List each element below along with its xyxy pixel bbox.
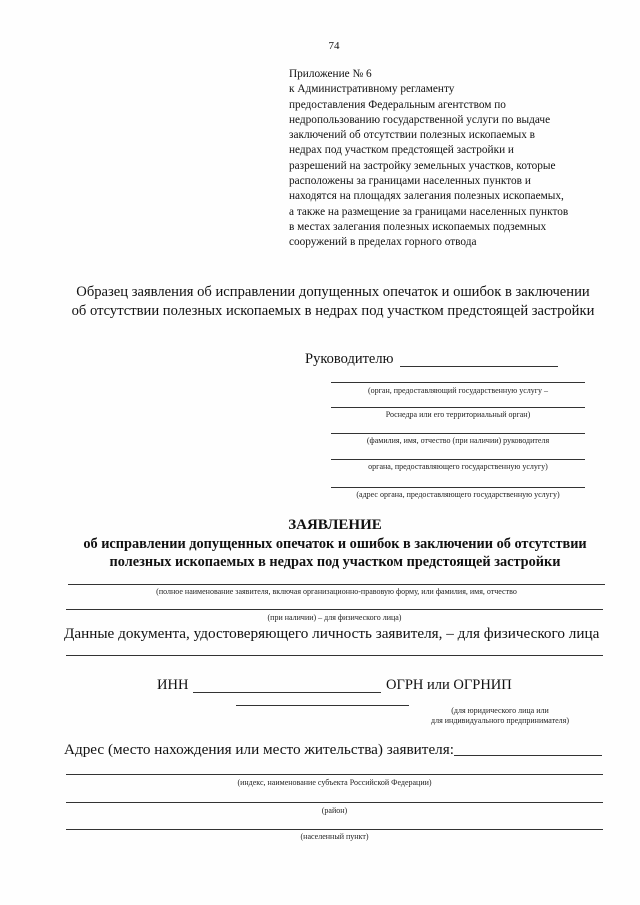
statement-title: ЗАЯВЛЕНИЕ <box>288 517 382 533</box>
address-field-line[interactable] <box>454 755 602 756</box>
head-name-caption-2: органа, предоставляющего государственную услугу) <box>368 462 548 471</box>
address-district-caption: (район) <box>321 806 348 815</box>
appendix-line: а также на размещение за границами населенных пунктов <box>289 205 569 218</box>
page-number: 74 <box>328 40 340 52</box>
addressee-label: Руководителю <box>305 351 394 367</box>
ogrn-caption-2: для индивидуального предпринимателя) <box>431 716 569 725</box>
appendix-block <box>289 67 568 251</box>
appendix-line: расположены за границами населенных пунктов и <box>289 175 531 188</box>
sample-title-line: об отсутствии полезных ископаемых в недрах под участком предстоящей застройки <box>71 303 595 319</box>
appendix-line: находятся на площадях залегания полезных ископаемых, <box>289 190 564 203</box>
applicant-name-caption: (полное наименование заявителя, включая организационно-правовую форму, или фамилия, имя, отчество <box>156 587 517 596</box>
sample-title-line: Образец заявления об исправлении допущенных опечаток и ошибок в заключении <box>76 284 590 300</box>
ogrn-label: ОГРН или ОГРНИП <box>386 677 512 693</box>
authority-caption: (орган, предоставляющий государственную услугу – <box>367 386 549 395</box>
head-name-field-line-2[interactable] <box>331 459 585 460</box>
authority-address-caption: (адрес органа, предоставляющего государственную услугу) <box>356 490 560 499</box>
inn-field-line[interactable] <box>193 692 381 693</box>
appendix-line: разрешений на застройку земельных участков, которые <box>289 159 556 172</box>
appendix-line: предоставления Федеральным агентством по <box>289 98 506 111</box>
appendix-line: недрах под участком предстоящей застройки и <box>289 144 514 157</box>
address-region-field-line[interactable] <box>66 774 603 775</box>
authority-field-line-2[interactable] <box>331 407 585 408</box>
address-locality-field-line[interactable] <box>66 829 603 830</box>
authority-address-field-line[interactable] <box>331 487 585 488</box>
ogrn-field-line[interactable] <box>236 705 409 706</box>
address-district-field-line[interactable] <box>66 802 603 803</box>
appendix-line: сооружений в пределах горного отвода <box>289 236 477 249</box>
statement-subtitle-line: об исправлении допущенных опечаток и ошибок в заключении об отсутствии <box>83 536 587 552</box>
appendix-line: в местах залегания полезных ископаемых подземных <box>289 220 547 233</box>
statement-subtitle-line: полезных ископаемых в недрах под участком предстоящей застройки <box>109 554 561 570</box>
address-label: Адрес (место нахождения или место жительства) заявителя: <box>64 741 454 758</box>
ogrn-caption: (для юридического лица или <box>451 706 549 715</box>
authority-caption-2: Роснедра или его территориальный орган) <box>385 410 531 419</box>
appendix-line: Приложение № 6 <box>289 68 372 80</box>
appendix-line: недропользованию государственной услуги по выдаче <box>289 113 551 126</box>
id-document-label: Данные документа, удостоверяющего личность заявителя, – для физического лица <box>64 625 600 642</box>
head-name-caption: (фамилия, имя, отчество (при наличии) руководителя <box>366 436 550 445</box>
head-name-field-line[interactable] <box>331 433 585 434</box>
authority-field-line[interactable] <box>331 382 585 383</box>
address-region-caption: (индекс, наименование субъекта Российской Федерации) <box>237 778 432 787</box>
address-locality-caption: (населенный пункт) <box>300 832 369 841</box>
appendix-line: заключений об отсутствии полезных ископаемых в <box>289 129 535 142</box>
id-document-field-line[interactable] <box>66 655 603 656</box>
applicant-name-caption-2: (при наличии) – для физического лица) <box>267 613 402 622</box>
applicant-name-field-line-2[interactable] <box>66 609 603 610</box>
appendix-line: к Административному регламенту <box>289 83 455 96</box>
inn-label: ИНН <box>157 677 189 693</box>
applicant-name-field-line[interactable] <box>68 584 605 585</box>
addressee-field-line[interactable] <box>400 366 558 367</box>
sample-title <box>60 283 606 321</box>
